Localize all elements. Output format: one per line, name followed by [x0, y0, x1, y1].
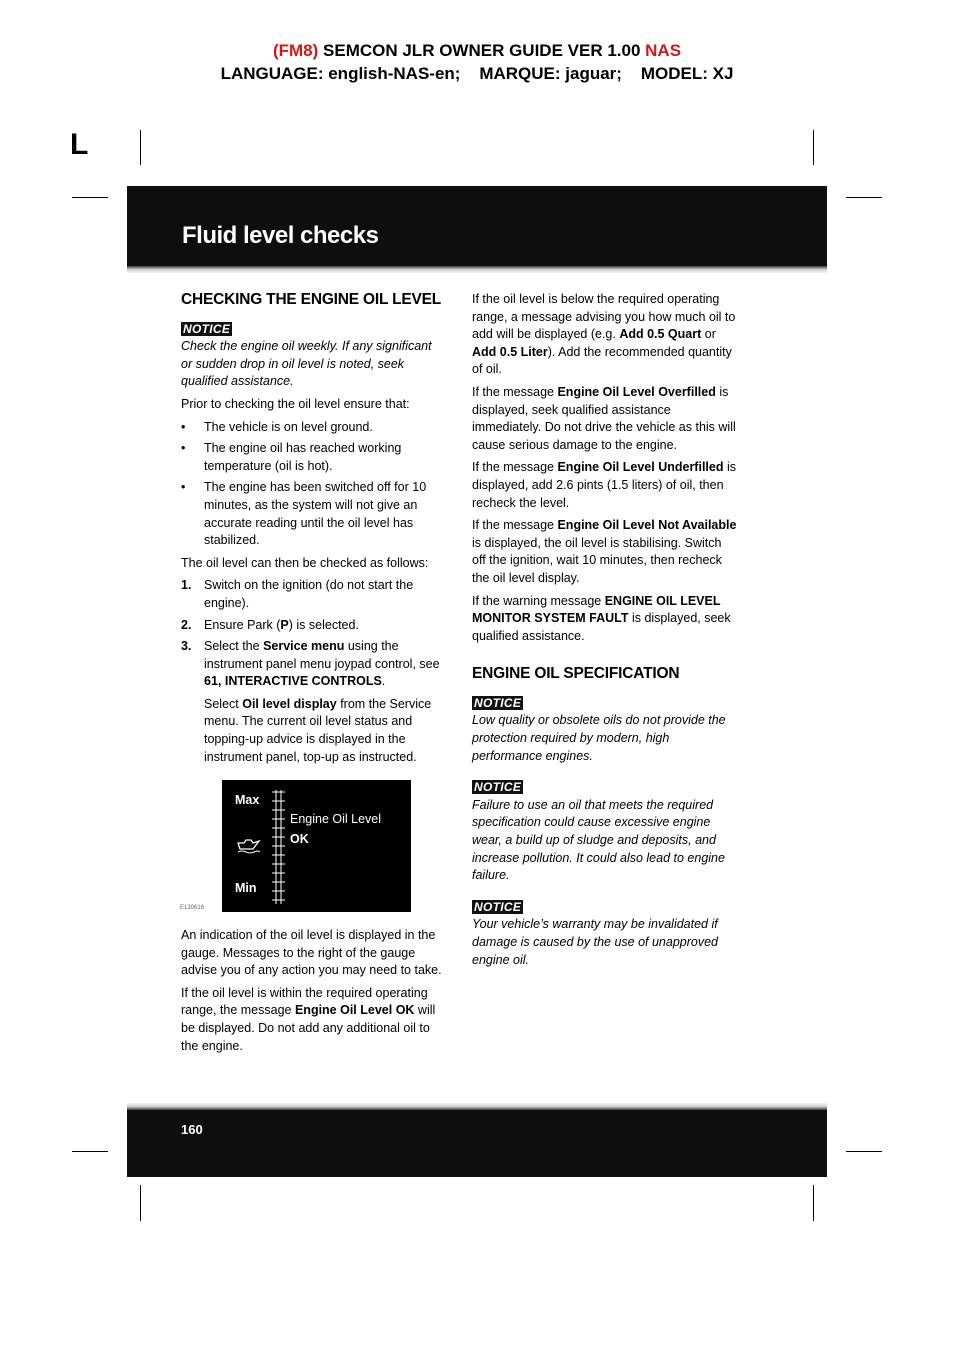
heading-checking-oil: CHECKING THE ENGINE OIL LEVEL: [181, 291, 442, 308]
underfilled-text: If the message Engine Oil Level Underfilled is displayed, add 2.6 pints (1.5 liters) of oil, then recheck the level.: [472, 460, 736, 510]
step-3-continued: [181, 696, 446, 766]
step-text: Ensure Park (: [204, 617, 281, 632]
header-title: SEMCON JLR OWNER GUIDE VER 1.00: [323, 41, 641, 60]
cross-reference-link[interactable]: 61, INTERACTIVE CONTROLS: [204, 674, 382, 689]
figure-code: E130616: [180, 905, 205, 911]
list-item: • The engine oil has reached working temperature (oil is hot).: [181, 440, 446, 475]
step-text: ) is selected.: [288, 617, 359, 632]
oil-level-gauge-figure: [222, 780, 411, 912]
notice-text: Check the engine oil weekly. If any significant or sudden drop in oil level is noted, seek qualified assistance.: [181, 339, 432, 389]
gauge-scale: [264, 788, 288, 906]
header-code: (FM8): [272, 41, 319, 60]
banner-shade: [127, 266, 827, 273]
notice-badge: NOTICE: [474, 780, 522, 795]
step-text: from the Service menu. The current oil level status and topping-up advice is displayed in the instrument panel, top-up as instructed.: [204, 696, 432, 764]
crop-mark: [140, 130, 141, 165]
gauge-max-label: Max: [235, 793, 260, 807]
list-item: • The engine has been switched off for 10 minutes, as the system will not give an accurate reading until the oil level has stabilized.: [181, 479, 446, 549]
section-title: Fluid level checks: [182, 222, 379, 249]
page-letter: L: [70, 128, 89, 161]
steps-list: [181, 577, 446, 766]
notice-badge: NOTICE: [474, 899, 522, 914]
page-number: 160: [181, 1122, 203, 1137]
notice-badge: NOTICE: [183, 321, 231, 336]
gauge-min-label: Min: [235, 881, 257, 895]
below-range-text: If the oil level is below the required operating range, a message advising you how much oil to add will be displayed (e.g. Add 0.5 Quart or Add 0.5 Liter). Add the recommended quantity of oil.: [472, 292, 736, 377]
then-text: The oil level can then be checked as follows:: [181, 555, 429, 570]
footer-shade: [127, 1103, 827, 1110]
gauge-explanation: An indication of the oil level is displayed in the gauge. Messages to the right of the gauge advise you of any action you may need to take.: [181, 928, 442, 978]
step-1: 1. Switch on the ignition (do not start the engine).: [181, 578, 414, 610]
crop-mark: [140, 1185, 141, 1221]
step-text: .: [381, 674, 386, 689]
step-bold: Oil level display: [242, 696, 337, 711]
notice-badge: NOTICE: [474, 695, 522, 710]
left-column: [181, 291, 446, 770]
crop-mark: [813, 130, 814, 165]
oil-can-icon: [236, 835, 262, 855]
step-3: 3. Select the Service menu using the instrument panel menu joypad control, see 61, INTERACTIVE CONTROLS.: [181, 639, 440, 689]
left-column-lower: [181, 927, 449, 1060]
list-item: • The vehicle is on level ground.: [181, 419, 446, 437]
crop-mark: [813, 1185, 814, 1221]
crop-mark: [72, 1151, 108, 1152]
header-region: NAS: [645, 41, 682, 60]
within-range-text: If the oil level is within the required operating range, the message Engine Oil Level OK will be displayed. Do not add any additional oil to the engine.: [181, 985, 436, 1053]
gauge-message-line2: OK: [290, 832, 309, 846]
section-banner: [127, 186, 827, 266]
heading-oil-specification: ENGINE OIL SPECIFICATION: [472, 665, 680, 683]
notice-text: Your vehicle’s warranty may be invalidated if damage is caused by the use of unapproved engine oil.: [472, 917, 719, 967]
step-text: Switch on the ignition (do not start the engine).: [204, 578, 414, 610]
overfilled-text: If the message Engine Oil Level Overfilled is displayed, seek qualified assistance immediately. Do not drive the vehicle as this will cause serious damage to the engine.: [472, 384, 736, 452]
intro-text: Prior to checking the oil level ensure that:: [181, 396, 410, 411]
notice-text: Low quality or obsolete oils do not provide the protection required by modern, high performance engines.: [472, 713, 726, 763]
right-column: [472, 291, 737, 974]
step-2: 2. Ensure Park (P) is selected.: [181, 617, 359, 632]
crop-mark: [72, 197, 108, 198]
crop-mark: [846, 197, 882, 198]
step-bold: P: [280, 617, 289, 632]
doc-header-line2: LANGUAGE: english-NAS-en; MARQUE: jaguar; MODEL: XJ: [220, 64, 734, 83]
not-available-text: If the message Engine Oil Level Not Available is displayed, the oil level is stabilising. Switch off the ignition, wait 10 minutes, then recheck the oil level display.: [472, 518, 737, 585]
crop-mark: [846, 1151, 882, 1152]
step-text: Select: [204, 696, 243, 711]
notice-text: Failure to use an oil that meets the required specification could cause excessive engine wear, a build up of sludge and deposits, and increase pollution. It could also lead to engine failure.: [472, 797, 725, 883]
precondition-list: [181, 419, 446, 550]
system-fault-text: If the warning message ENGINE OIL LEVEL MONITOR SYSTEM FAULT is displayed, seek qualified assistance.: [472, 593, 731, 643]
doc-header-line1: [0, 41, 954, 61]
step-text: Select the: [204, 639, 264, 654]
step-text: using the instrument panel menu joypad control, see: [204, 639, 440, 671]
step-bold: Service menu: [263, 639, 345, 654]
page-footer: [127, 1110, 827, 1177]
gauge-message-line1: Engine Oil Level: [290, 812, 382, 826]
